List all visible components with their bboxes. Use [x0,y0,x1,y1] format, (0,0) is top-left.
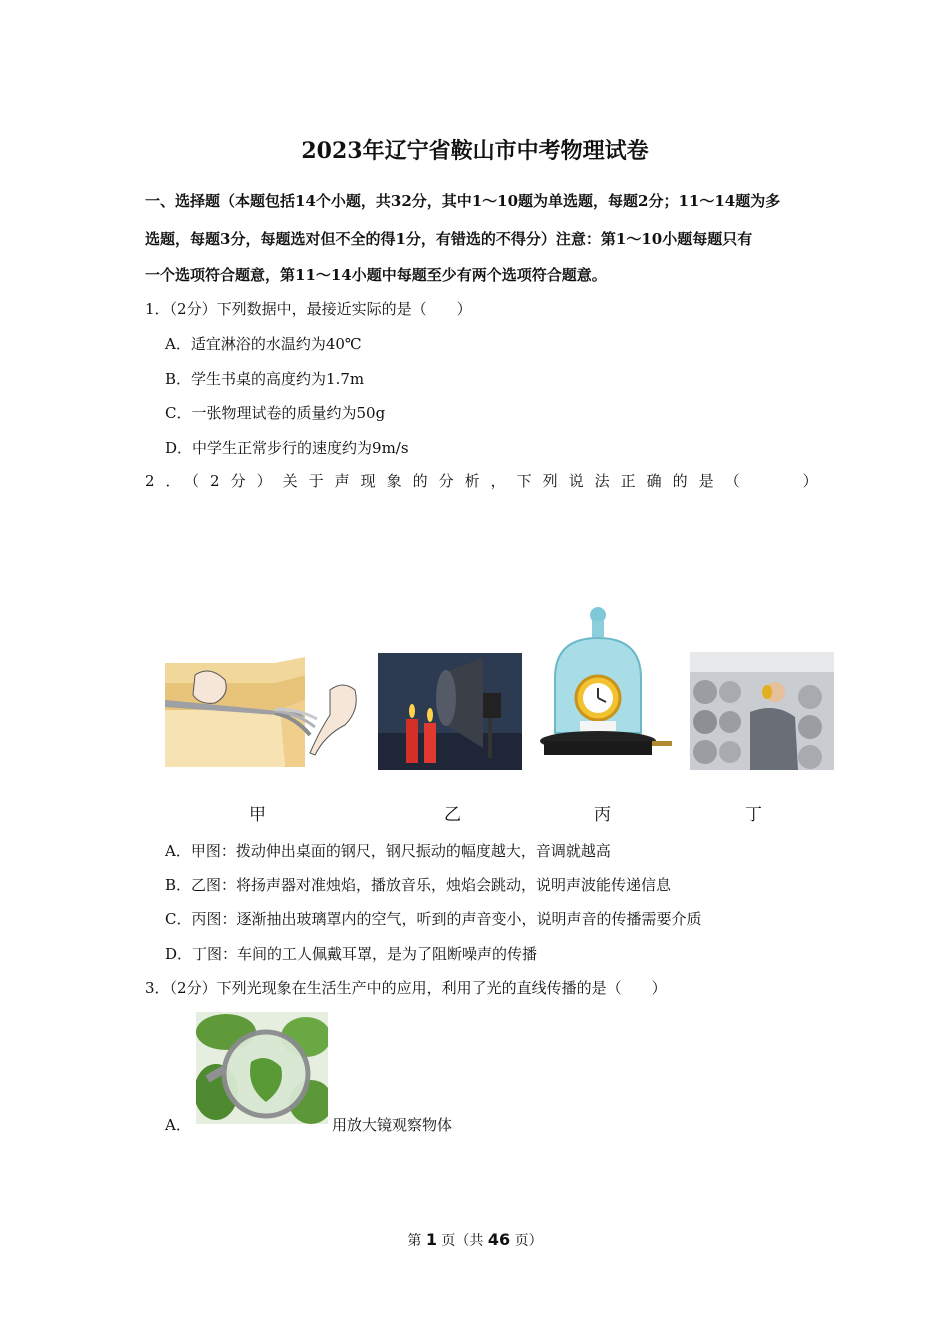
page-footer [0,1230,950,1250]
question-2-option-b: B．乙图：将扬声器对准烛焰，播放音乐，烛焰会跳动，说明声波能传递信息 [165,876,672,894]
figure-ruler-on-desk [165,655,365,767]
question-3-option-a-text: 用放大镜观察物体 [332,1116,453,1134]
question-1-option-d: D．中学生正常步行的速度约为9m/s [165,439,409,457]
footer-total-pages: 46 [487,1230,511,1249]
question-3-option-a-letter: A． [165,1116,191,1134]
section-heading-line-1: 一、选择题（本题包括14个小题，共32分，其中1～10题为单选题，每题2分；11～14题为多 [145,192,781,210]
question-2-stem: 2．（2分）关于声现象的分析，下列说法正确的是（ ） [145,472,829,490]
question-1-option-c: C．一张物理试卷的质量约为50g [165,404,386,422]
footer-page-number: 1 [425,1230,437,1249]
figure-caption-jia: 甲 [249,805,266,825]
question-1-option-b: B．学生书桌的高度约为1.7m [165,370,365,388]
question-2-option-d: D．丁图：车间的工人佩戴耳罩，是为了阻断噪声的传播 [165,945,538,963]
page-title: 2023年辽宁省鞍山市中考物理试卷 [301,138,649,164]
footer-prefix: 第 [407,1233,426,1249]
section-heading-line-2: 选题，每题3分，每题选对但不全的得1分，有错选的不得分）注意：第1～10小题每题只有 [145,230,753,248]
question-3-stem: 3．（2分）下列光现象在生活生产中的应用，利用了光的直线传播的是（ ） [145,979,667,997]
question-2-option-a: A．甲图：拨动伸出桌面的钢尺，钢尺振动的幅度越大，音调就越高 [165,842,611,860]
question-1-stem: 1．（2分）下列数据中，最接近实际的是（ ） [145,300,472,318]
question-1-option-a: A．适宜淋浴的水温约为40℃ [165,335,362,353]
footer-suffix: 页） [510,1233,543,1249]
figure-caption-bing: 丙 [594,805,611,825]
figure-magnifier-leaves [196,1012,328,1124]
figure-bell-jar-clock [540,603,675,770]
figure-caption-yi: 乙 [444,805,461,825]
figure-speaker-candles [378,653,522,770]
question-2-option-c: C．丙图：逐渐抽出玻璃罩内的空气，听到的声音变小，说明声音的传播需要介质 [165,910,702,928]
section-heading-line-3: 一个选项符合题意，第11～14小题中每题至少有两个选项符合题意。 [145,266,607,284]
footer-middle: 页（共 [436,1233,488,1249]
figure-factory-worker [690,652,834,770]
figure-caption-ding: 丁 [745,805,762,825]
